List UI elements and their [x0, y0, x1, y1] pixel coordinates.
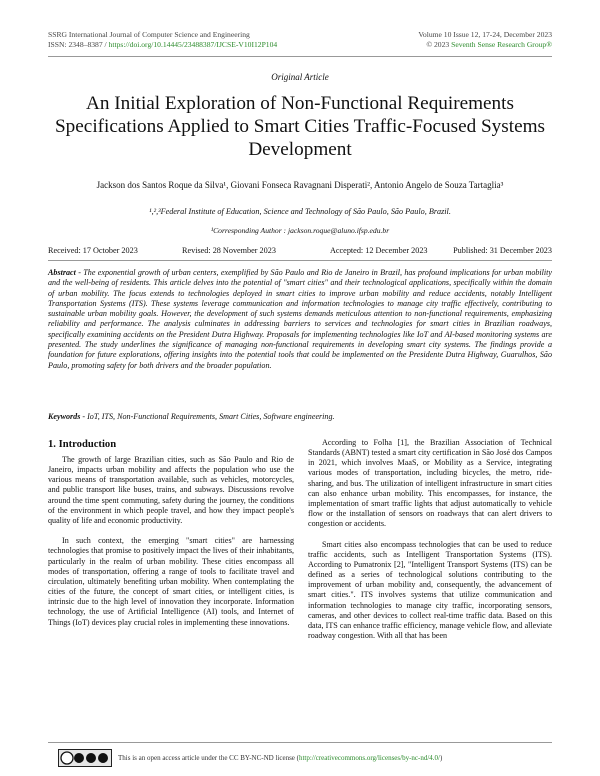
paper-title: An Initial Exploration of Non-Functional Requirements Specifications Applied to Smart Cities Traffic-Focused Systems Development: [55, 93, 545, 160]
journal-header: [48, 30, 277, 50]
issn: ISSN: 2348–8387 /: [48, 40, 107, 49]
keywords-text: - IoT, ITS, Non-Functional Requirements, Smart Cities, Software engineering.: [80, 412, 335, 421]
section-heading: 1. Introduction: [48, 439, 117, 450]
journal-name: SSRG International Journal of Computer Science and Engineering: [48, 30, 250, 39]
published-date: Published: 31 December 2023: [453, 246, 552, 255]
license-link[interactable]: http://creativecommons.org/licenses/by-nc-nd/4.0/: [298, 754, 440, 762]
intro-paragraph-4: Smart cities also encompass technologies that can be used to reduce traffic accidents, such as Intelligent Transportation Systems (ITS). According to Pumatronix [2], "Intelligent Transport Systems (ITS) can be defined as a series of technological solutions contributing to the improvement of urban mobility and, consequently, the advancement of smart cities.". ITS involves systems that utilize communication and information technologies to manage city traffic, incorporating sensors, cameras, and other devices to collect real-time traffic data. Based on this data, ITS can enhance traffic efficiency, manage vehicle flow, and alleviate roadway congestion. With all that has been: [308, 539, 552, 640]
abstract-text: - The exponential growth of urban centers, exemplified by São Paulo and Rio de Janeiro in Brazil, has profound implications for urban mobility and the well-being of residents. This article delves into the potential of "smart cities" and their technological applications, specifically within the domain of urban mobility. The focus extends to technologies deployed in smart cities to improve urban mobility and reduce accidents, notably Intelligent Transportation Systems (ITS). These systems leverage communication and information technologies to manage city traffic effectively, contributing to sustainable urban mobility goals. However, the development of such systems demands meticulous attention to non-functional requirements, emphasizing reliability and performance. The analysis culminates in addressing barriers to services and technologies for smart cities in Brazilian roadways, specifically examining accidents on the President Dutra Highway. Proposals for implementing technologies like IoT and AI-based monitoring systems are presented. The study underlines the significance of managing non-functional requirements in developing smart city systems. The findings provide a foundation for future explorations, offering insights into the potential tools that could be implemented on the Presidente Dutra Highway, Guarulhos, São Paulo, promoting safety for both drivers and the broader population.: [48, 268, 552, 370]
received-date: Received: 17 October 2023: [48, 246, 138, 255]
volume-info: Volume 10 Issue 12, 17-24, December 2023: [418, 30, 552, 39]
publisher-link[interactable]: Seventh Sense Research Group®: [451, 40, 552, 49]
keywords-label: Keywords: [48, 412, 81, 421]
license-text: This is an open access article under the CC BY-NC-ND license (: [118, 754, 299, 762]
article-type: Original Article: [271, 72, 329, 82]
revised-date: Revised: 28 November 2023: [182, 246, 276, 255]
authors: Jackson dos Santos Roque da Silva¹, Giovani Fonseca Ravagnani Disperati², Antonio Angelo de Souza Tartaglia³: [96, 180, 504, 190]
license-close: ): [440, 754, 443, 762]
intro-paragraph-1: The growth of large Brazilian cities, such as São Paulo and Rio de Janeiro, impacts urban mobility and affects the population who use the various means of transportation available, such as vehicles, motorcycles, and public transport like buses, trains, and subways. Discussions revolve around the time spent commuting, safety during the journey, the conditions of the environment in which people travel, and how they impact people's quality of life and economic productivity.: [48, 455, 294, 525]
doi-link[interactable]: https://doi.org/10.14445/23488387/IJCSE-V10I12P104: [108, 40, 278, 49]
abstract: [48, 268, 552, 371]
copyright: © 2023: [426, 40, 450, 49]
dates-rule: [48, 260, 552, 261]
abstract-label: Abstract: [48, 268, 76, 277]
keywords: [48, 412, 552, 421]
left-column: [48, 438, 294, 638]
header-rule: [48, 56, 552, 57]
footer-rule: [48, 742, 552, 743]
affiliation: ¹,²,³Federal Institute of Education, Science and Technology of São Paulo, São Paulo, Brazil.: [149, 207, 451, 216]
right-column: [308, 438, 552, 651]
intro-paragraph-3: According to Folha [1], the Brazilian Association of Technical Standards (ABNT) tested a smart city certification in São José dos Campos in 2021, which involves MaaS, or Mobility as a Service, integrating various modes of transportation, including bicycles, the metro, ride-sharing, and bus. The utilization of intelligent infrastructure in smart cities can also enhance urban mobility. This encompasses, for instance, the implementation of smart traffic lights that adjust automatically to vehicle flow or the installation of sensors on roadways that can alert drivers to congestion or accidents.: [308, 438, 552, 529]
license-footer: [58, 749, 550, 767]
intro-paragraph-2: In such context, the emerging "smart cities" are harnessing technologies that promise to positively impact the lives of their inhabitants, particularly in the realm of urban mobility. These cities encompass all modes of transportation, offering a range of tools to facilitate travel and circulation, ultimately benefiting urban mobility. When contemplating the cities of the future, the concept of smart cities, or intelligent cities, is intrinsic due to the high level of innovation they incorporate. Information technology, the use of Artificial Intelligence (AI) tools, and Internet of Things (IoT) devices play crucial roles in implementing these innovations.: [48, 536, 294, 627]
corresponding-author: ¹Corresponding Author : jackson.roque@aluno.ifsp.edu.br: [210, 226, 390, 235]
cc-license-badge-icon: [58, 749, 112, 767]
accepted-date: Accepted: 12 December 2023: [330, 246, 428, 255]
volume-header: [418, 30, 552, 50]
